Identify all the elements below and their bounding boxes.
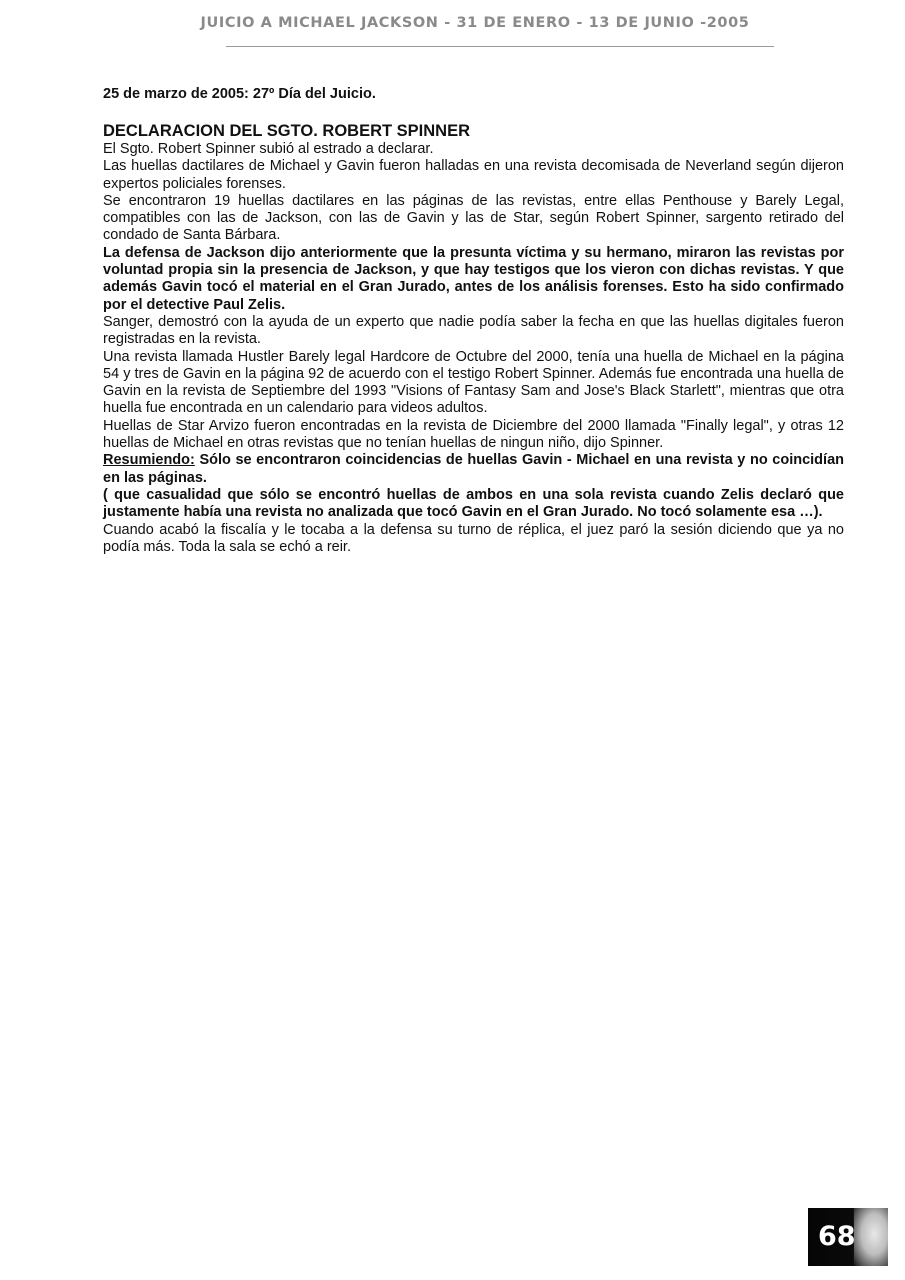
paragraph: Una revista llamada Hustler Barely legal Hardcore de Octubre del 2000, tenía una huella de Michael en la página 54 y tres de Gavin en la página 92 de acuerdo con el testigo Robert Spinner. Además fue encontrada una huella de Gavin en la revista de Septiembre del 1993 "Visions of Fantasy Sam and Jose's Black Starlett", mientras que otra huella fue encontrada en un calendario para videos adultos. [103, 348, 844, 417]
summary-paragraph [103, 452, 844, 487]
aside-paragraph: ( que casualidad que sólo se encontró huellas de ambos en una sola revista cuando Zelis declaró que justamente había una revista no analizada que tocó Gavin en el Gran Jurado. No tocó solamente esa …). [103, 486, 844, 521]
paragraph: Sanger, demostró con la ayuda de un experto que nadie podía saber la fecha en que las huellas digitales fueron registradas en la revista. [103, 313, 844, 348]
summary-text: Sólo se encontraron coincidencias de huellas Gavin - Michael en una revista y no coincidían en las páginas. [103, 452, 844, 486]
portrait-image [854, 1208, 888, 1266]
closing-paragraph: Cuando acabó la fiscalía y le tocaba a la defensa su turno de réplica, el juez paró la sesión diciendo que ya no podía más. Toda la sala se echó a reir. [103, 521, 844, 555]
date-line: 25 de marzo de 2005: 27º Día del Juicio. [103, 86, 376, 102]
page-number: 68 [818, 1221, 856, 1252]
page-number-badge [808, 1208, 888, 1266]
summary-label: Resumiendo: [103, 452, 195, 469]
paragraph: Huellas de Star Arvizo fueron encontradas en la revista de Diciembre del 2000 llamada "Finally legal", y otras 12 huellas de Michael en otras revistas que no tenían huellas de ningun niño, dijo Spinner. [103, 417, 844, 452]
section-title: DECLARACION DEL SGTO. ROBERT SPINNER [103, 122, 471, 140]
page-header [0, 14, 905, 32]
article-body [103, 86, 844, 556]
header-title: JUICIO A MICHAEL JACKSON - 31 DE ENERO - 13 DE JUNIO -2005 [200, 15, 750, 31]
header-divider [226, 46, 774, 47]
paragraph: Se encontraron 19 huellas dactilares en las páginas de las revistas, entre ellas Penthouse y Barely Legal, compatibles con las de Jackson, con las de Gavin y las de Star, según Robert Spinner, sargento retirado del condado de Santa Bárbara. [103, 192, 844, 244]
paragraph: El Sgto. Robert Spinner subió al estrado a declarar. [103, 141, 434, 157]
defense-paragraph: La defensa de Jackson dijo anteriormente que la presunta víctima y su hermano, miraron las revistas por voluntad propia sin la presencia de Jackson, y que hay testigos que los vieron con dichas revistas. Y que además Gavin tocó el material en el Gran Jurado, antes de los análisis forenses. Esto ha sido confirmado por el detective Paul Zelis. [103, 244, 844, 313]
paragraph: Las huellas dactilares de Michael y Gavin fueron halladas en una revista decomisada de Neverland según dijeron expertos policiales forenses. [103, 158, 844, 192]
